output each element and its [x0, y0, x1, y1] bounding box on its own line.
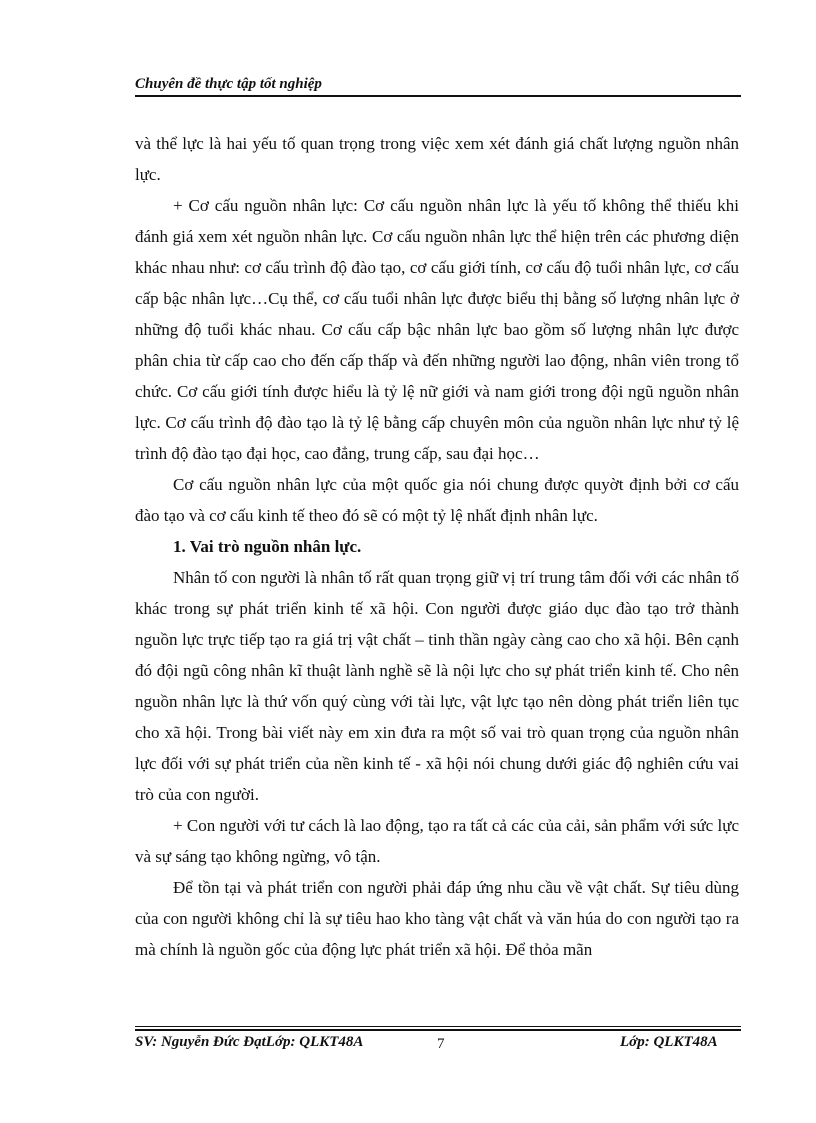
document-body [135, 128, 739, 965]
paragraph: Cơ cấu nguồn nhân lực của một quốc gia nói chung được quyờt định bởi cơ cấu đào tạo và cơ cấu kinh tế theo đó sẽ có một tỷ lệ nhất định nhân lực. [135, 475, 739, 525]
section-heading: 1. Vai trò nguồn nhân lực. [173, 537, 362, 556]
page-number: 7 [437, 1036, 445, 1052]
paragraph: Để tồn tại và phát triển con người phải đáp ứng nhu cầu về vật chất. Sự tiêu dùng của con người không chỉ là sự tiêu hao kho tàng vật chất và văn húa do con người tạo ra mà chính là nguồn gốc của động lực phát triển xã hội. Để thỏa mãn [135, 878, 739, 959]
footer-rule-thin [135, 1026, 741, 1027]
paragraph: và thể lực là hai yếu tố quan trọng trong việc xem xét đánh giá chất lượng nguồn nhân lực. [135, 134, 739, 184]
paragraph: + Con người với tư cách là lao động, tạo ra tất cả các của cải, sản phẩm với sức lực và sự sáng tạo không ngừng, vô tận. [135, 816, 739, 866]
header-rule [135, 95, 741, 97]
paragraph: Nhân tố con người là nhân tố rất quan trọng giữ vị trí trung tâm đối với các nhân tố khác trong sự phát triển kinh tế xã hội. Con người được giáo dục đào tạo trở thành nguồn lực trực tiếp tạo ra giá trị vật chất – tinh thần ngày càng cao cho xã hội. Bên cạnh đó đội ngũ công nhân kĩ thuật lành nghề sẽ là nội lực cho sự phát triển kinh tế. Cho nên nguồn nhân lực là thứ vốn quý cùng với tài lực, vật lực tạo nên dòng phát triển liên tục cho xã hội. Trong bài viết này em xin đưa ra một số vai trò quan trọng của nguồn nhân lực đối với sự phát triển của nền kinh tế - xã hội nói chung dưới giác độ nghiên cứu vai trò của con người. [135, 568, 739, 804]
footer-class: Lớp: QLKT48A [620, 1034, 718, 1050]
page-header-title: Chuyên đề thực tập tốt nghiệp [135, 76, 322, 92]
footer-student: SV: Nguyễn Đức ĐạtLớp: QLKT48A [135, 1034, 364, 1050]
paragraph: + Cơ cấu nguồn nhân lực: Cơ cấu nguồn nhân lực là yếu tố không thể thiếu khi đánh giá xem xét nguồn nhân lực. Cơ cấu nguồn nhân lực thể hiện trên các phương diện khác nhau như: cơ cấu trình độ đào tạo, cơ cấu giới tính, cơ cấu độ tuổi nhân lực, cơ cấu cấp bậc nhân lực…Cụ thể, cơ cấu tuổi nhân lực được biểu thị bằng số lượng nhân lực ở những độ tuổi khác nhau. Cơ cấu cấp bậc nhân lực bao gồm số lượng nhân lực được phân chia từ cấp cao cho đến cấp thấp và đến những người lao động, nhân viên trong tổ chức. Cơ cấu giới tính được hiểu là tỷ lệ nữ giới và nam giới trong đội ngũ nguồn nhân lực. Cơ cấu trình độ đào tạo là tỷ lệ bằng cấp chuyên môn của nguồn nhân lực như tỷ lệ trình độ đào tạo đại học, cao đẳng, trung cấp, sau đại học… [135, 196, 739, 463]
footer-rule-thick [135, 1029, 741, 1031]
